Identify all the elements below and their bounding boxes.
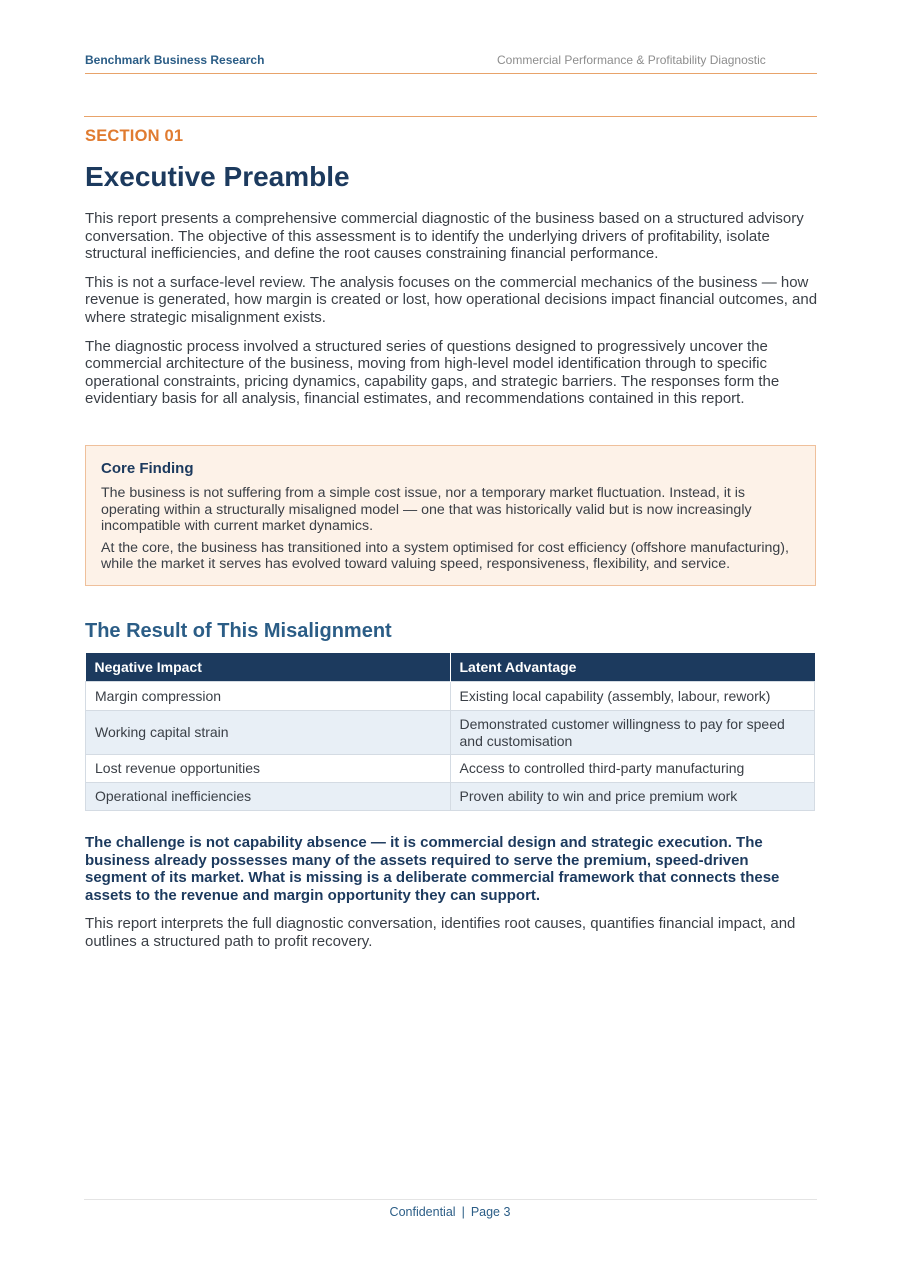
column-header: Negative Impact	[86, 653, 451, 682]
intro-paragraph: The diagnostic process involved a structured series of questions designed to progressively uncover the commercial architecture of the business, moving from high-level model identification through to specific operational constraints, pricing dynamics, capability gaps, and strategic barriers. The responses form the evidentiary basis for all analysis, financial estimates, and recommendations contained in this report.	[85, 337, 780, 408]
callout-paragraph: At the core, the business has transitioned into a system optimised for cost efficiency (offshore manufacturing), while the market it serves has evolved toward valuing speed, responsiveness, flexibility, and service.	[101, 539, 789, 573]
column-header: Latent Advantage	[450, 653, 815, 682]
closing-paragraph: This report interprets the full diagnostic conversation, identifies root causes, quantifies financial impact, and outlines a structured path to profit recovery.	[85, 915, 796, 950]
table-header-row	[86, 653, 815, 682]
latent-advantage-cell: Access to controlled third-party manufacturing	[450, 755, 815, 783]
core-finding-callout	[85, 445, 816, 586]
footer-divider	[84, 1199, 817, 1200]
section-label: SECTION 01	[85, 127, 184, 145]
table-row	[86, 783, 815, 811]
document-title: Commercial Performance & Profitability Diagnostic	[497, 53, 766, 67]
intro-paragraphs	[85, 210, 819, 419]
latent-advantage-cell: Proven ability to win and price premium work	[450, 783, 815, 811]
key-challenge-statement: The challenge is not capability absence — it is commercial design and strategic execution. The business already possesses many of the assets required to serve the premium, speed-driven segment of its market. What is missing is a deliberate commercial framework that connects these assets to the revenue and margin opportunity they can support.	[85, 834, 780, 904]
callout-paragraph: The business is not suffering from a simple cost issue, nor a temporary market fluctuation. Instead, it is operating within a structurally misaligned model — one that was historically valid but is now increasingly incompatible with current market dynamics.	[101, 485, 752, 535]
page-number: Page 3	[470, 1205, 511, 1219]
page-header	[85, 52, 817, 74]
latent-advantage-cell: Existing local capability (assembly, labour, rework)	[450, 682, 815, 711]
table-row	[86, 682, 815, 711]
negative-impact-cell: Margin compression	[86, 682, 451, 711]
footer-separator: |	[461, 1205, 465, 1219]
misalignment-heading: The Result of This Misalignment	[85, 620, 392, 642]
negative-impact-cell: Lost revenue opportunities	[86, 755, 451, 783]
confidential-label: Confidential	[389, 1205, 456, 1219]
table-row	[86, 711, 815, 755]
section-divider	[84, 116, 817, 117]
page-title: Executive Preamble	[85, 161, 350, 192]
negative-impact-cell: Working capital strain	[86, 711, 451, 755]
latent-advantage-cell: Demonstrated customer willingness to pay for speed and customisation	[450, 711, 815, 755]
callout-title: Core Finding	[101, 460, 194, 477]
misalignment-table	[85, 653, 815, 811]
intro-paragraph: This is not a surface-level review. The analysis focuses on the commercial mechanics of the business — how revenue is generated, how margin is created or lost, how operational decisions impact financial outcomes, and where strategic misalignment exists.	[85, 273, 818, 326]
intro-paragraph: This report presents a comprehensive commercial diagnostic of the business based on a structured advisory conversation. The objective of this assessment is to identify the underlying drivers of profitability, isolate structural inefficiencies, and define the root causes constraining financial performance.	[85, 210, 804, 263]
brand-name: Benchmark Business Research	[85, 53, 265, 67]
page-footer	[0, 1205, 900, 1219]
table-row	[86, 755, 815, 783]
negative-impact-cell: Operational inefficiencies	[86, 783, 451, 811]
